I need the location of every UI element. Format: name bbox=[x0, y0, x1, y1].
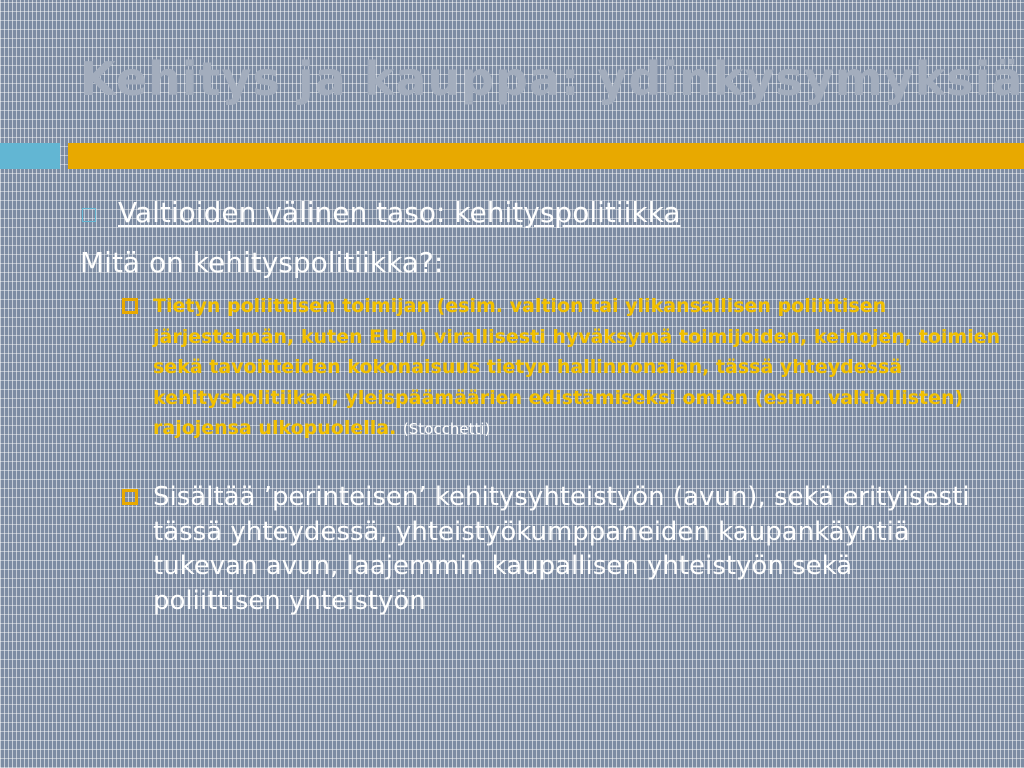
heading-link[interactable]: Valtioiden välinen taso: kehityspolitiikka bbox=[118, 196, 681, 229]
citation: (Stocchetti) bbox=[402, 420, 491, 438]
question-heading: Mitä on kehityspolitiikka?: bbox=[80, 246, 444, 279]
slide-title: Kehitys ja kauppa: ydinkysymyksiä bbox=[80, 52, 1024, 106]
bullet-definition-text: Tietyn poliittisen toimijan (esim. valtion tai ylikansallisen poliittisen järjestelmän, kuten EU:n) virallisesti hyväksymä toimijoiden, keinojen, toimien sekä tavoitteiden kokonaisuus tietyn hallinnonalan, tässä yhteydessä kehityspolitiikan, yleispäämäärien edistämiseksi omien (esim. valtiollisten) rajojensa ulkopuolella. bbox=[153, 295, 1001, 439]
bullet-item-scope bbox=[122, 480, 982, 618]
bullet-item-definition bbox=[122, 291, 1002, 445]
square-bullet-icon bbox=[122, 489, 138, 505]
heading-link-row bbox=[82, 196, 681, 229]
square-bullet-icon bbox=[82, 208, 96, 222]
square-bullet-icon bbox=[122, 298, 138, 314]
bullet-scope-text: Sisältää ’perinteisen’ kehitysyhteistyön (avun), sekä erityisesti tässä yhteydessä, yhteistyökumppaneiden kaupankäyntiä tukevan avun, laajemmin kaupallisen yhteistyön sekä poliittisen yhteistyön bbox=[153, 482, 970, 616]
